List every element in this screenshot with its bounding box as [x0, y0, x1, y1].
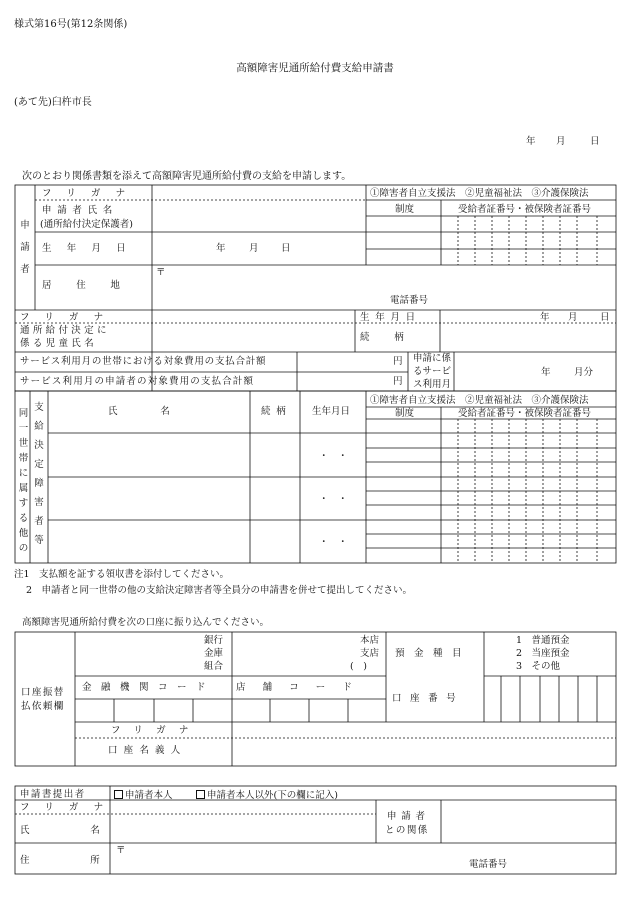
household-row-3-date: ・ ・: [319, 537, 348, 548]
applicant-cert-label: 受給者証番号・被保険者証番号: [458, 204, 592, 215]
applicant-furigana-label: フリガナ: [42, 188, 141, 199]
deposit-option-ordinary: 1 普通預金: [516, 635, 570, 646]
checkbox-self[interactable]: [114, 790, 123, 799]
child-birth-day: 日: [600, 312, 610, 323]
household-total-yen: 円: [393, 356, 403, 367]
branch-type-other: ( ): [350, 661, 367, 672]
date-day-label: 日: [590, 136, 600, 147]
child-name-sublabel: 係る児童氏名: [20, 338, 97, 349]
submitter-name-label: 氏名: [20, 825, 161, 836]
institution-type-bank: 銀行: [204, 635, 224, 646]
applicant-section-label: 申請者: [20, 220, 30, 275]
submitter-phone-label: 電話番号: [469, 859, 508, 870]
child-birth-month: 月: [568, 312, 578, 323]
applicant-postal-mark: 〒: [156, 267, 166, 278]
submitter-option-self-label: 申請者本人: [125, 790, 173, 801]
applicant-name-sublabel: (通所給付決定保護者): [40, 219, 133, 230]
submitter-relation-label-2: との関係: [385, 825, 429, 836]
submitter-furigana-label: フリガナ: [20, 802, 119, 813]
household-relation-header: 続柄: [261, 406, 292, 417]
bank-furigana-label: フリガナ: [111, 725, 202, 736]
institution-type-union: 組合: [204, 661, 224, 672]
child-birth-label: 生年月日: [360, 312, 421, 323]
applicant-total-yen: 円: [393, 376, 403, 387]
applicant-phone-label: 電話番号: [390, 295, 429, 306]
institution-type-shinkin: 金庫: [204, 648, 224, 659]
form-number: 様式第16号(第12条関係): [14, 19, 128, 30]
submitter-postal-mark: 〒: [116, 845, 126, 856]
date-month-label: 月: [556, 136, 566, 147]
applicant-birth-month: 月: [249, 243, 259, 254]
applicant-law-header: ①障害者自立支援法 ②児童福祉法 ③介護保険法: [370, 188, 589, 199]
household-side-label-outer: 同一世帯に属する他の: [18, 408, 29, 554]
applicant-birth-day: 日: [281, 243, 291, 254]
service-month-label-2: るサービ: [413, 366, 452, 377]
submitter-header-label: 申請書提出者: [20, 789, 86, 800]
household-system-label: 制度: [395, 408, 415, 419]
submitter-address-label: 住所: [20, 855, 161, 866]
applicant-system-label: 制度: [395, 204, 415, 215]
applicant-name-label: 申請者氏名: [42, 205, 119, 216]
service-month-label-3: ス利用月: [413, 379, 452, 390]
service-year-label: 年: [541, 367, 551, 378]
applicant-birth-year: 年: [216, 243, 226, 254]
service-month-unit: 月分: [574, 367, 594, 378]
account-number-label: 口座番号: [392, 693, 465, 704]
applicant-address-label: 居住地: [42, 280, 145, 291]
child-birth-year: 年: [540, 312, 550, 323]
note-2: 2 申請者と同一世帯の他の支給決定障害者等全員分の申請書を併せて提出してください。: [26, 585, 413, 596]
household-birth-header: 生年月日: [312, 406, 351, 417]
household-cert-label: 受給者証番号・被保険者証番号: [458, 408, 592, 419]
household-row-1-date: ・ ・: [319, 451, 348, 462]
deposit-option-other: 3 その他: [516, 661, 561, 672]
submitter-option-other[interactable]: [196, 790, 338, 801]
submitter-option-self[interactable]: [114, 790, 173, 801]
addressee: (あて先)臼杵市長: [14, 97, 92, 108]
child-relation-label: 続柄: [360, 332, 429, 343]
account-holder-label: 口座名義人: [108, 745, 187, 756]
service-month-label-1: 申請に係: [413, 353, 452, 364]
deposit-option-current: 2 当座預金: [516, 648, 570, 659]
household-name-header: 氏名: [108, 406, 213, 417]
applicant-total-label: サービス利用月の申請者の対象費用の支払合計額: [20, 376, 255, 387]
household-law-header: ①障害者自立支援法 ②児童福祉法 ③介護保険法: [370, 395, 589, 406]
submitter-relation-label-1: 申請者: [387, 811, 430, 822]
household-side-label-inner: 支給決定障害者等: [34, 402, 44, 546]
branch-type-branch: 支店: [360, 648, 380, 659]
date-year-label: 年: [526, 136, 536, 147]
child-name-label: 通所給付決定に: [20, 325, 110, 336]
bank-section-label-1: 口座振替: [21, 687, 65, 698]
bank-intro: 高額障害児通所給付費を次の口座に振り込んでください。: [22, 617, 270, 628]
page-title: 高額障害児通所給付費支給申請書: [236, 62, 394, 74]
submitter-option-other-label: 申請者本人以外(下の欄に記入): [207, 790, 338, 801]
household-total-label: サービス利用月の世帯における対象費用の支払合計額: [20, 356, 267, 367]
child-furigana-label: フリガナ: [20, 312, 119, 323]
branch-type-head: 本店: [360, 635, 380, 646]
applicant-birth-label: 生年月日: [42, 243, 141, 254]
intro-text: 次のとおり関係書類を添えて高額障害児通所給付費の支給を申請します。: [22, 171, 352, 182]
branch-code-label: 店舗コード: [236, 682, 370, 693]
household-row-2-date: ・ ・: [319, 494, 348, 505]
bank-section-label-2: 払依頼欄: [21, 701, 65, 712]
bank-code-label: 金融機関コード: [82, 682, 216, 693]
note-1: 注1 支払額を証する領収書を添付してください。: [14, 569, 230, 580]
deposit-type-label: 預金種目: [395, 648, 472, 659]
checkbox-other[interactable]: [196, 790, 205, 799]
